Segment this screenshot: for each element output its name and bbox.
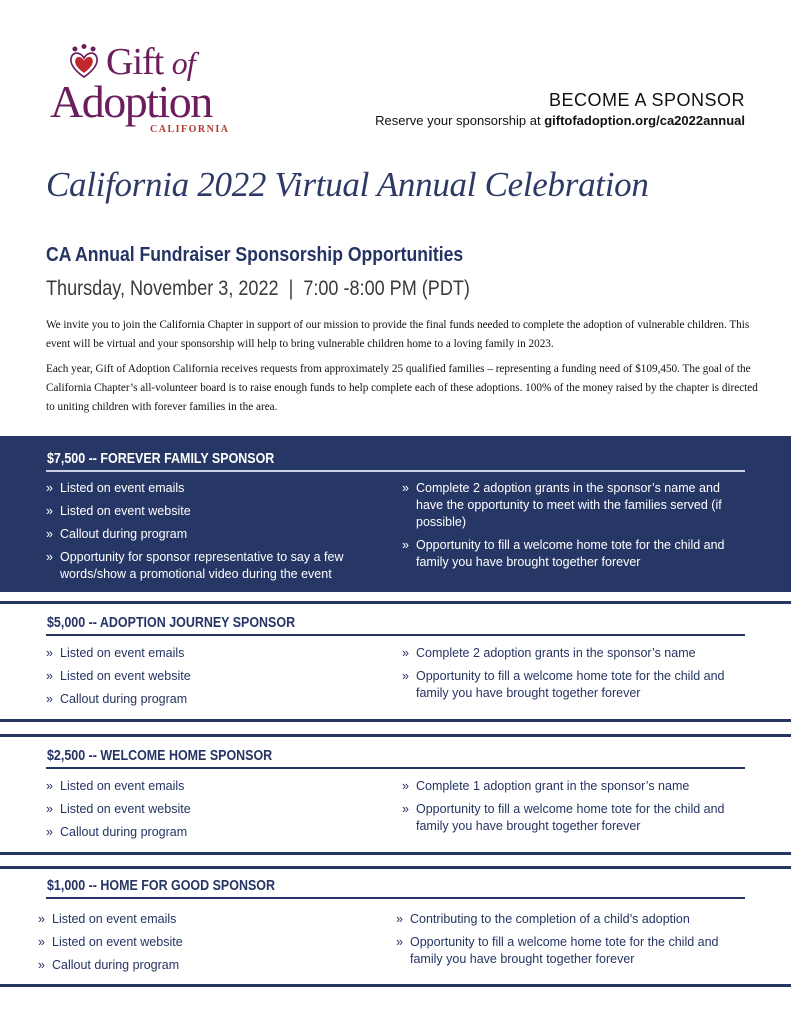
- benefit-text: Complete 1 adoption grant in the sponsor’s name: [416, 779, 690, 793]
- section-divider: [0, 852, 791, 855]
- benefit-text: Complete 2 adoption grants in the sponsor’s name: [416, 646, 696, 660]
- benefit-text: Listed on event emails: [60, 779, 185, 793]
- benefits-left: [38, 911, 368, 980]
- benefit-text: Listed on event website: [60, 504, 191, 518]
- gift-of-adoption-logo: [50, 42, 250, 138]
- benefit-item: [396, 934, 746, 968]
- benefit-text: Opportunity to fill a welcome home tote for the child and family you have brought together forever: [416, 538, 725, 569]
- benefit-text: Callout during program: [60, 692, 188, 706]
- chevron-bullet-icon: »: [402, 538, 409, 552]
- chevron-bullet-icon: »: [402, 481, 409, 495]
- benefit-text: Listed on event emails: [52, 912, 177, 926]
- chevron-bullet-icon: »: [46, 825, 53, 839]
- chevron-bullet-icon: »: [402, 646, 409, 660]
- sponsor-tier-heading: $1,000 -- HOME FOR GOOD SPONSOR: [47, 878, 275, 894]
- chevron-bullet-icon: »: [46, 481, 53, 495]
- logo-gift-text: [106, 41, 195, 83]
- logo-of-word: of: [171, 45, 195, 81]
- chevron-bullet-icon: »: [38, 958, 45, 972]
- divider: [46, 634, 745, 636]
- sponsorship-url-link[interactable]: giftofadoption.org/ca2022annual: [544, 113, 745, 128]
- section-divider: [0, 719, 791, 722]
- benefit-text: Callout during program: [60, 825, 188, 839]
- page-subtitle: CA Annual Fundraiser Sponsorship Opportunities: [46, 244, 464, 266]
- benefits-right: [402, 480, 747, 577]
- benefit-item: [46, 480, 376, 497]
- event-date-time: Thursday, November 3, 2022 | 7:00 -8:00 PM (PDT): [46, 277, 470, 300]
- benefit-text: Opportunity to fill a welcome home tote for the child and family you have brought together forever: [416, 669, 725, 700]
- benefits-right: [402, 778, 747, 841]
- intro-paragraph: We invite you to join the California Chapter in support of our mission to provide the final funds needed to complete the adoption of vulnerable children. This event will be virtual and your sponsorship will help to bring vulnerable children home to a loving family in 2023.: [46, 319, 750, 350]
- section-divider: [0, 984, 791, 987]
- logo-adoption-text: Adoption: [50, 76, 212, 127]
- sponsor-tier-1000: [0, 869, 791, 984]
- benefit-item: [46, 668, 376, 685]
- benefit-text: Opportunity to fill a welcome home tote for the child and family you have brought together forever: [416, 802, 725, 833]
- benefit-item: [402, 801, 747, 835]
- benefit-text: Listed on event emails: [60, 646, 185, 660]
- sponsor-tier-heading: $2,500 -- WELCOME HOME SPONSOR: [47, 748, 273, 764]
- benefit-item: [38, 934, 368, 951]
- chevron-bullet-icon: »: [46, 692, 53, 706]
- benefit-item: [402, 645, 747, 662]
- benefit-item: [46, 503, 376, 520]
- sponsor-tier-5000: [0, 604, 791, 720]
- benefit-text: Callout during program: [60, 527, 188, 541]
- chevron-bullet-icon: »: [38, 935, 45, 949]
- benefit-text: Callout during program: [52, 958, 180, 972]
- chevron-bullet-icon: »: [46, 527, 53, 541]
- benefits-left: [46, 480, 376, 589]
- benefit-text: Complete 2 adoption grants in the sponsor’s name and have the opportunity to meet with the families served (if possible): [416, 481, 722, 529]
- chevron-bullet-icon: »: [46, 802, 53, 816]
- divider: [46, 470, 745, 472]
- funding-paragraph: Each year, Gift of Adoption California receives requests from approximately 25 qualified families – representing a funding need of $109,450. The goal of the California Chapter’s all-volunteer board is to raise enough funds to help complete each of these adoptions. 100% of the money raised by the chapter is directed to uniting children with forever families in the area.: [46, 363, 758, 413]
- benefit-text: Opportunity to fill a welcome home tote for the child and family you have brought together forever: [410, 935, 719, 966]
- benefit-text: Listed on event emails: [60, 481, 185, 495]
- benefit-item: [46, 549, 376, 583]
- sponsor-tier-heading: $5,000 -- ADOPTION JOURNEY SPONSOR: [47, 615, 296, 631]
- benefit-item: [402, 537, 747, 571]
- benefit-text: Contributing to the completion of a child’s adoption: [410, 912, 690, 926]
- reserve-prefix: Reserve your sponsorship at: [375, 113, 545, 128]
- benefit-text: Listed on event website: [52, 935, 183, 949]
- benefit-item: [46, 801, 376, 818]
- divider: [46, 897, 745, 899]
- benefits-left: [46, 778, 376, 847]
- benefit-item: [38, 911, 368, 928]
- benefit-item: [46, 645, 376, 662]
- chevron-bullet-icon: »: [396, 935, 403, 949]
- sponsor-tier-2500: [0, 737, 791, 853]
- sponsor-tier-heading: $7,500 -- FOREVER FAMILY SPONSOR: [47, 451, 275, 467]
- chevron-bullet-icon: »: [46, 646, 53, 660]
- become-sponsor-heading: BECOME A SPONSOR: [548, 90, 745, 110]
- benefit-text: Opportunity for sponsor representative to say a few words/show a promotional video during the event: [60, 550, 344, 581]
- page-title: California 2022 Virtual Annual Celebration: [46, 165, 649, 204]
- benefit-item: [402, 668, 747, 702]
- benefit-item: [46, 824, 376, 841]
- chevron-bullet-icon: »: [46, 779, 53, 793]
- benefit-item: [38, 957, 368, 974]
- benefits-left: [46, 645, 376, 714]
- benefit-item: [46, 691, 376, 708]
- chevron-bullet-icon: »: [46, 669, 53, 683]
- logo-gift-word: Gift: [106, 41, 164, 83]
- divider: [46, 767, 745, 769]
- logo-california-text: CALIFORNIA: [150, 124, 230, 135]
- benefit-item: [46, 526, 376, 543]
- reserve-sponsorship-text: [375, 113, 745, 129]
- benefits-right: [396, 911, 746, 974]
- benefit-item: [396, 911, 746, 928]
- chevron-bullet-icon: »: [46, 504, 53, 518]
- chevron-bullet-icon: »: [38, 912, 45, 926]
- benefit-item: [402, 778, 747, 795]
- chevron-bullet-icon: »: [402, 779, 409, 793]
- benefit-text: Listed on event website: [60, 802, 191, 816]
- benefit-item: [46, 778, 376, 795]
- benefits-right: [402, 645, 747, 708]
- sponsor-tier-7500: [0, 436, 791, 592]
- benefit-item: [402, 480, 747, 531]
- chevron-bullet-icon: »: [46, 550, 53, 564]
- chevron-bullet-icon: »: [402, 669, 409, 683]
- chevron-bullet-icon: »: [396, 912, 403, 926]
- benefit-text: Listed on event website: [60, 669, 191, 683]
- chevron-bullet-icon: »: [402, 802, 409, 816]
